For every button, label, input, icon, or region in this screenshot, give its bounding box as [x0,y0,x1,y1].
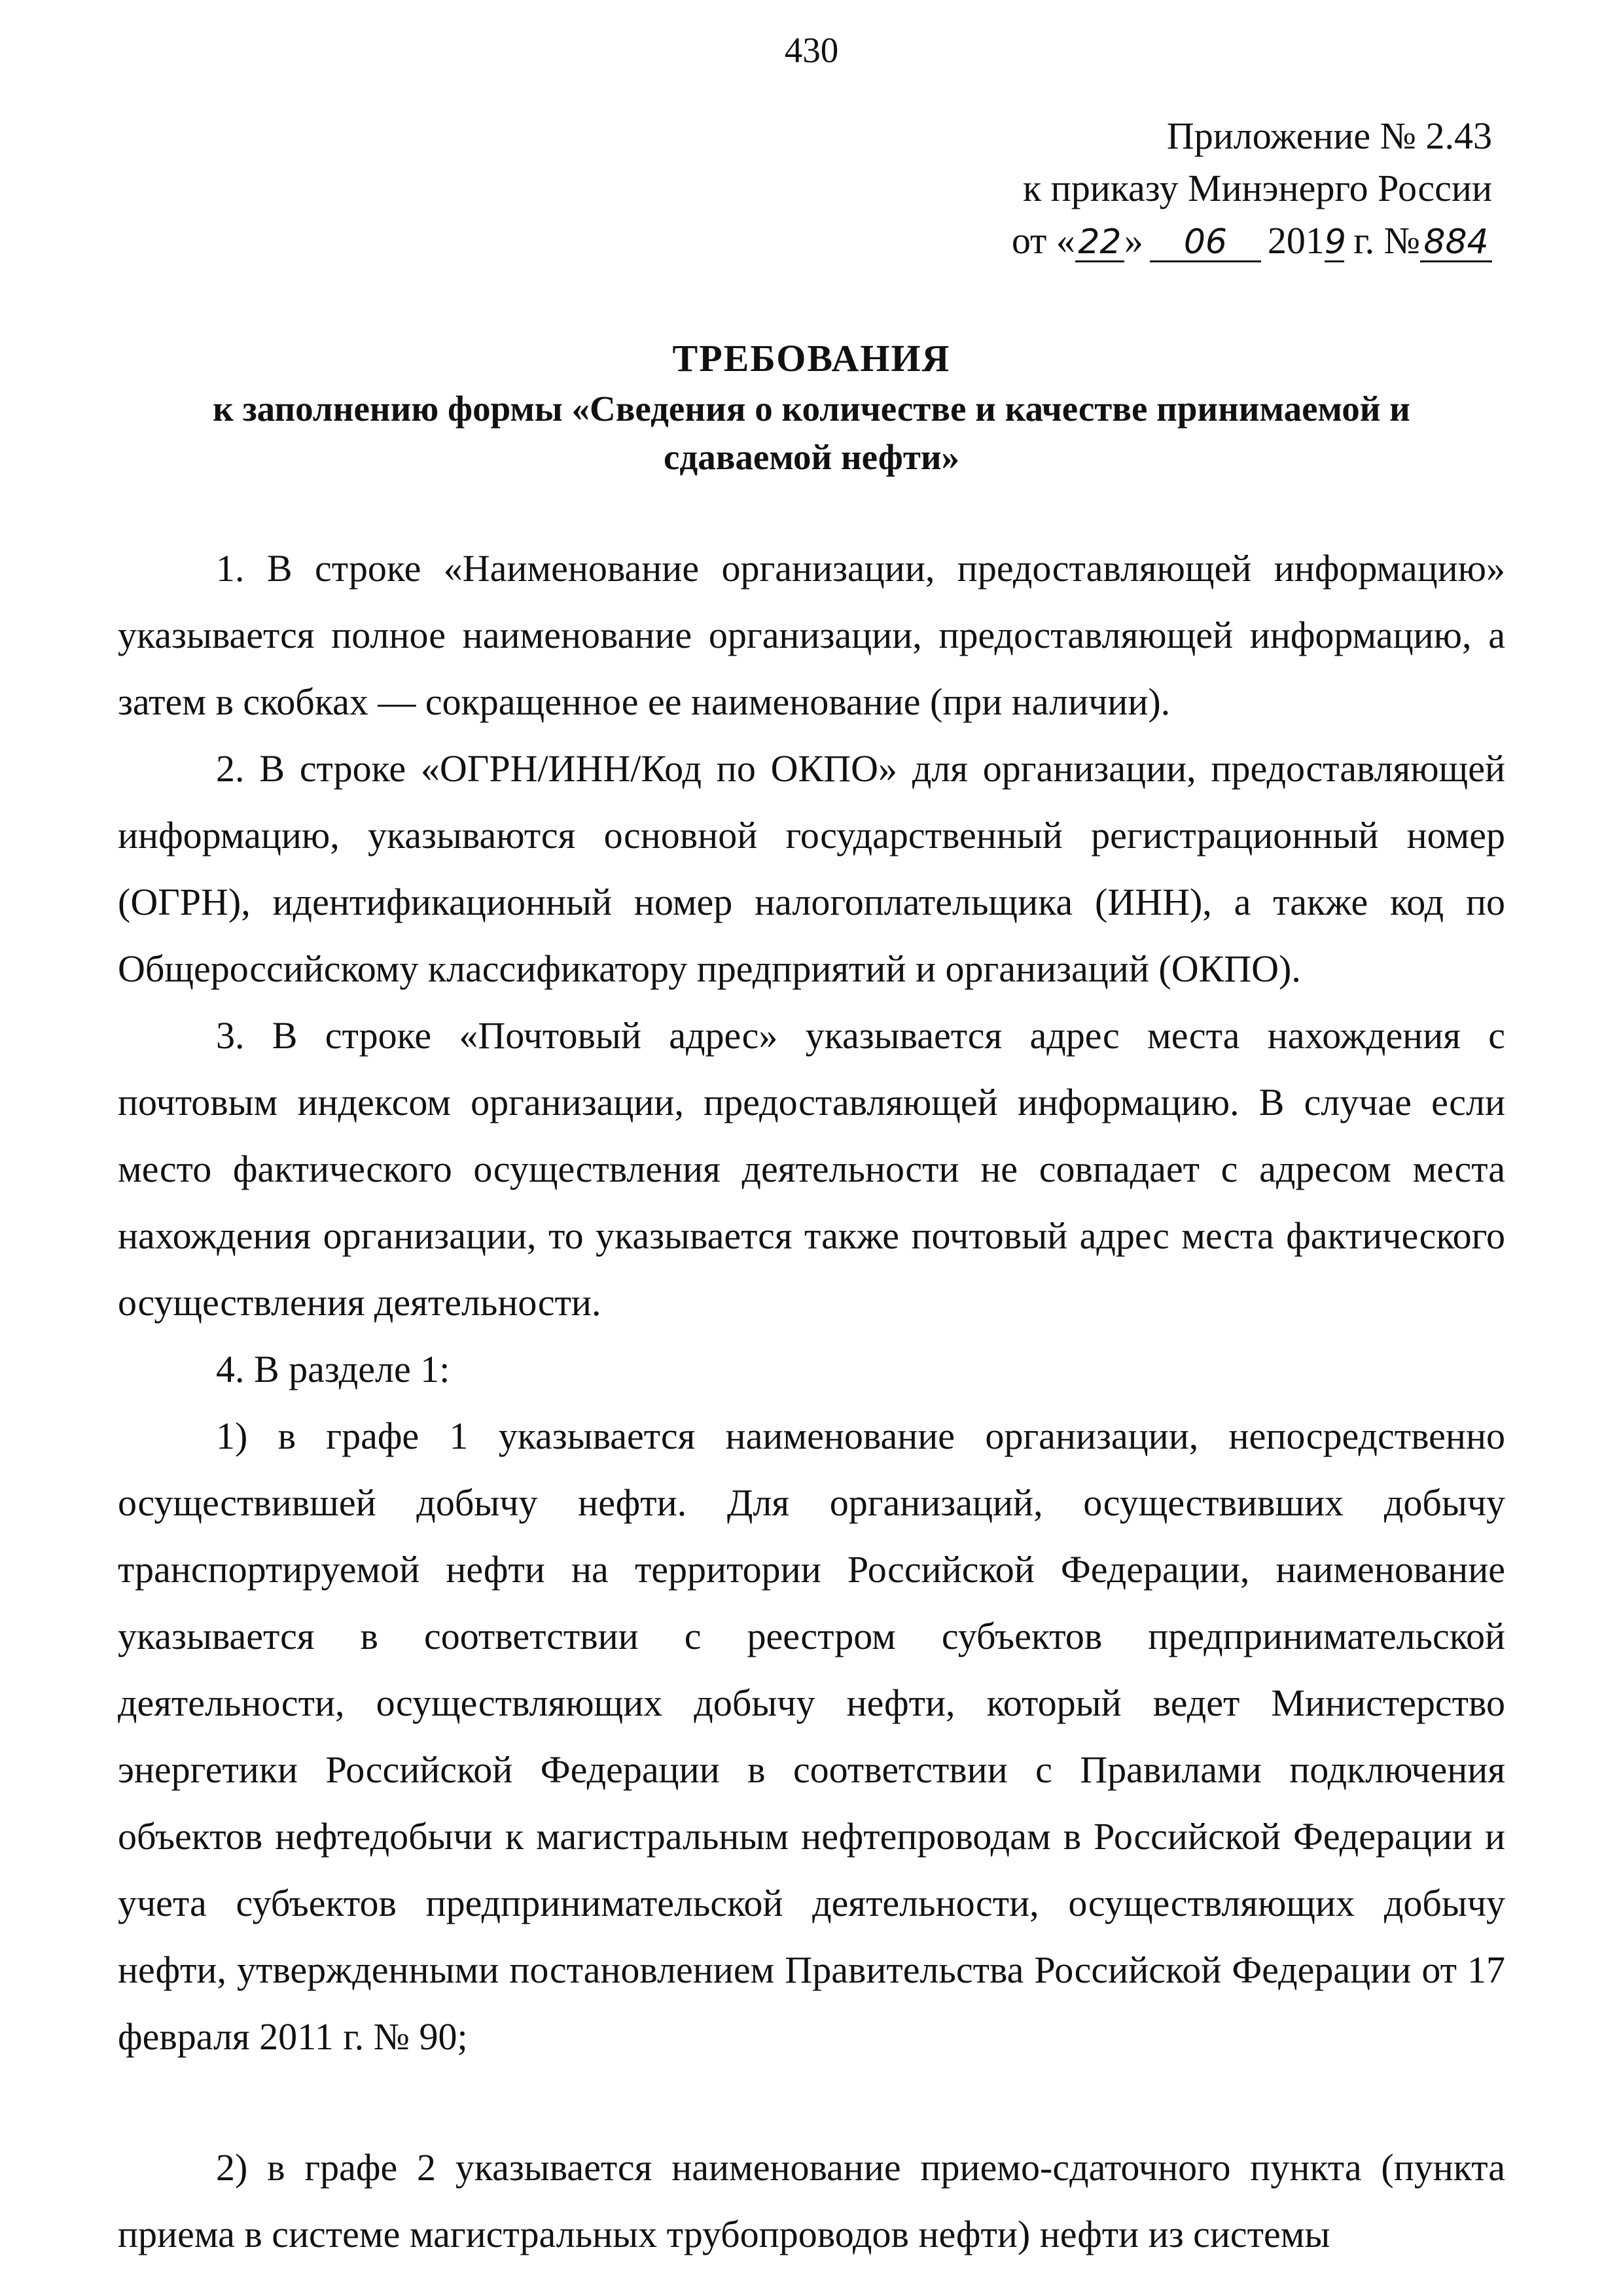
paragraph-3: 3. В строке «Почтовый адрес» указывается адрес места нахождения с почтовым индексом организации, предоставляющей информацию. В случае если место фактического осуществления деятельности не совпадает с адресом места нахождения организации, то указывается также почтовый адрес места фактического осуществления деятельности. [118,1014,1505,1324]
document-body [118,535,1505,2268]
document-subtitle-line2: сдаваемой нефти» [663,437,960,477]
year-prefix: 201 [1267,219,1325,262]
date-day-close: » [1124,219,1143,262]
document-title-block [118,332,1505,482]
order-number-prefix: г. № [1344,219,1420,262]
paragraph-4-item-1: 1) в графе 1 указывается наименование организации, непосредственно осуществившей добычу нефти. Для организаций, осуществивших добычу транспортируемой нефти на территории Российской Федерации, наименование указывается в соответствии с реестром субъектов предпринимательской деятельности, осуществляющих добычу нефти, который ведет Министерство энергетики Российской Федерации в соответствии с Правилами подключения объектов нефтедобычи к магистральным нефтепроводам в Российской Федерации и учета субъектов предпринимательской деятельности, осуществляющих добычу нефти, утвержденными постановлением Правительства Российской Федерации от 17 февраля 2011 г. № 90; [118,1415,1505,2058]
handwritten-order-number: 884 [1420,224,1492,262]
appendix-order-ref: к приказу Минэнерго России [1023,167,1492,209]
handwritten-year-digit: 9 [1324,222,1346,262]
handwritten-month: 06 [1150,224,1261,262]
date-prefix: от « [1011,219,1075,262]
appendix-date-line [1012,215,1492,267]
paragraph-4: 4. В разделе 1: [216,1348,450,1390]
handwritten-day: 22 [1075,224,1124,262]
paragraph-4-item-2: 2) в графе 2 указывается наименование приемо-сдаточного пункта (пункта приема в системе магистральных трубопроводов нефти) нефти из системы [118,2146,1505,2255]
paragraph-2: 2. В строке «ОГРН/ИНН/Код по ОКПО» для организации, предоставляющей информацию, указываются основной государственный регистрационный номер (ОГРН), идентификационный номер налогоплательщика (ИНН), а также код по Общероссийскому классификатору предприятий и организаций (ОКПО). [118,747,1505,990]
page-number: 430 [784,30,839,70]
document-title: ТРЕБОВАНИЯ [672,337,951,380]
document-subtitle-line1: к заполнению формы «Сведения о количестве и качестве принимаемой и [213,389,1410,429]
paragraph-1: 1. В строке «Наименование организации, предоставляющей информацию» указывается полное наименование организации, предоставляющей информацию, а затем в скобках — сокращенное ее наименование (при наличии). [118,547,1505,723]
appendix-title: Приложение № 2.43 [1166,115,1492,157]
appendix-header [1012,110,1492,267]
